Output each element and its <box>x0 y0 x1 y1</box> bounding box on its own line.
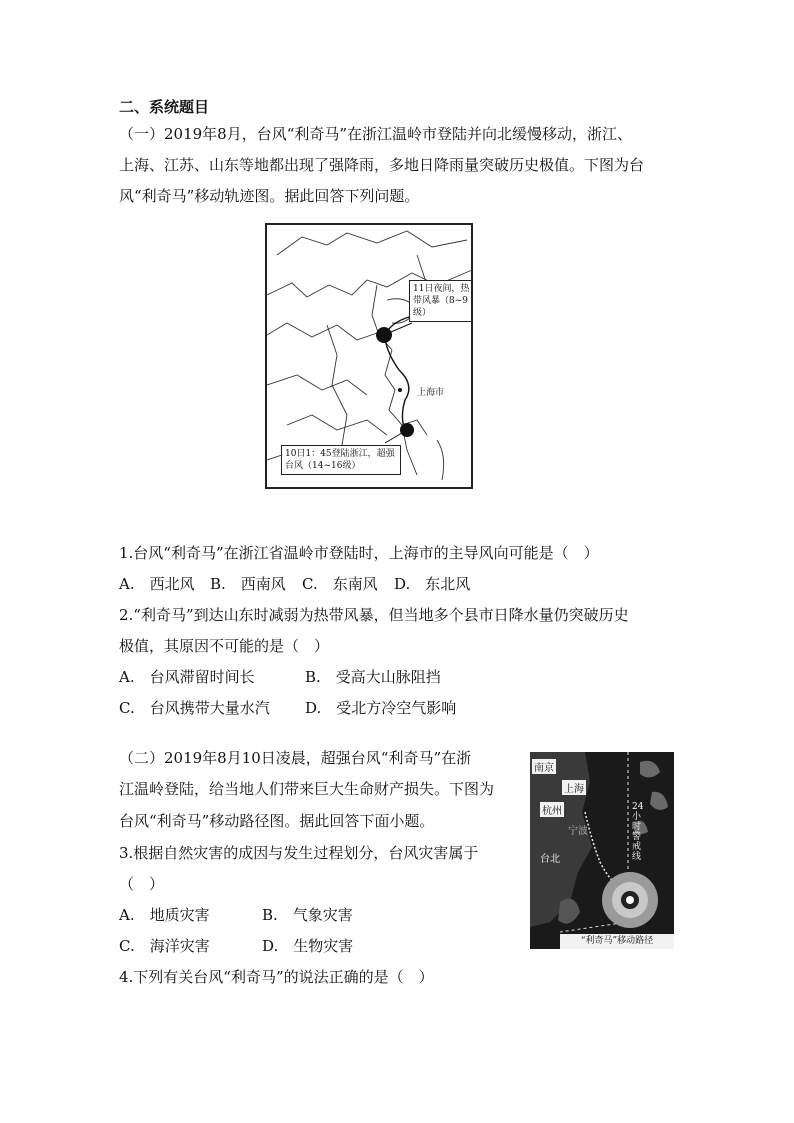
q1-option-d: D. 东北风 <box>394 575 471 593</box>
part1-line-3: 风“利奇马”移动轨迹图。据此回答下列问题。 <box>119 187 420 205</box>
callout-tropical-storm: 11日夜间，热带风暴（8~9级） <box>409 280 473 322</box>
part1-line-1: （一）2019年8月，台风“利奇马”在浙江温岭市登陆并向北缓慢移动，浙江、 <box>119 125 633 143</box>
photo-caption: “利奇马”移动路径 <box>560 934 674 949</box>
q2-stem-line-1: 2.“利奇马”到达山东时减弱为热带风暴，但当地多个县市日降水量仍突破历史 <box>119 606 629 624</box>
part1-line-2: 上海、江苏、山东等地都出现了强降雨，多地日降雨量突破历史极值。下图为台 <box>119 156 645 174</box>
label-ningbo: 宁波 <box>568 826 588 837</box>
q1-stem: 1.台风“利奇马”在浙江省温岭市登陆时，上海市的主导风向可能是（ ） <box>119 544 599 562</box>
label-nanjing: 南京 <box>532 759 556 774</box>
q3-option-b: B. 气象灾害 <box>262 906 353 924</box>
label-taipei: 台北 <box>540 854 560 865</box>
q2-option-a: A. 台风滞留时间长 <box>119 668 255 686</box>
q2-stem-line-2: 极值，其原因不可能的是（ ） <box>119 637 330 655</box>
warning-line-label: 24小时警戒线 <box>632 802 644 862</box>
q1-option-a: A. 西北风 <box>119 575 195 593</box>
q2-option-c: C. 台风携带大量水汽 <box>119 699 270 717</box>
q4-stem: 4.下列有关台风“利奇马”的说法正确的是（ ） <box>119 968 434 986</box>
typhoon-path-photo <box>530 752 674 949</box>
callout-landfall: 10日1：45登陆浙江，超强台风（14~16级） <box>281 445 401 475</box>
shanghai-city-label: 上海市 <box>417 388 445 398</box>
typhoon-track-map <box>265 223 473 489</box>
label-hangzhou: 杭州 <box>540 802 564 817</box>
q3-option-c: C. 海洋灾害 <box>119 937 210 955</box>
q2-option-b: B. 受高大山脉阻挡 <box>305 668 441 686</box>
q1-option-c: C. 东南风 <box>302 575 378 593</box>
q3-option-d: D. 生物灾害 <box>262 937 354 955</box>
section-title: 二、系统题目 <box>119 98 210 116</box>
part2-line-3: 台风“利奇马”移动路径图。据此回答下面小题。 <box>119 812 435 830</box>
part2-line-1: （二）2019年8月10日凌晨，超强台风“利奇马”在浙 <box>119 749 472 767</box>
q2-option-d: D. 受北方冷空气影响 <box>305 699 457 717</box>
q3-stem-line-1: 3.根据自然灾害的成因与发生过程划分，台风灾害属于 <box>119 844 479 862</box>
q1-option-b: B. 西南风 <box>210 575 286 593</box>
q3-stem-line-2: （ ） <box>119 875 165 893</box>
part2-line-2: 江温岭登陆，给当地人们带来巨大生命财产损失。下图为 <box>119 780 495 798</box>
q3-option-a: A. 地质灾害 <box>119 906 210 924</box>
label-shanghai: 上海 <box>562 780 586 795</box>
